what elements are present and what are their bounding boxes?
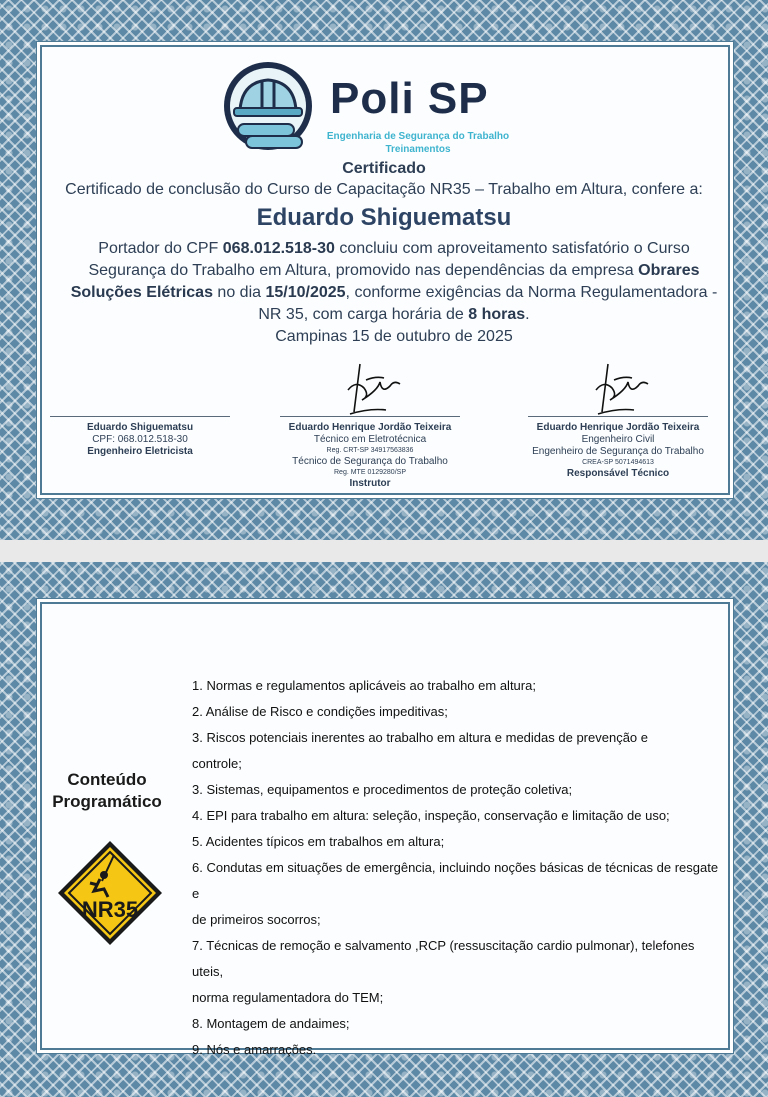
signer-title: Técnico em Eletrotécnica <box>313 434 427 445</box>
logo-subtitle-line1: Engenharia de Segurança do Trabalho <box>326 131 510 142</box>
body-part-5: . <box>525 306 530 323</box>
syllabus-item: 6. Condutas em situações de emergência, incluindo noções básicas de técnicas de resgate e <box>192 860 719 901</box>
signer-name: Eduardo Shiguematsu <box>86 422 194 433</box>
signer-registration: CREA-SP 5071494613 <box>582 459 654 466</box>
certificate-body <box>62 238 726 348</box>
signer-title: Engenheiro Civil <box>581 434 655 445</box>
nr35-warning-icon <box>54 837 166 949</box>
signer-cpf: CPF: 068.012.518-30 <box>92 434 188 445</box>
cpf-value: 068.012.518-30 <box>222 240 335 257</box>
syllabus-item: 4. EPI para trabalho em altura: seleção, inspeção, conservação e limitação de uso; <box>192 808 670 823</box>
handwritten-signature <box>320 360 420 418</box>
body-part-4: , conforme exigências da Norma Regulamentadora - NR 35, com carga horária de <box>258 284 718 323</box>
program-page <box>0 562 768 1097</box>
signature-line <box>528 416 708 417</box>
course-hours: 8 horas <box>468 306 526 323</box>
company-logo <box>218 58 518 158</box>
signer-role: Instrutor <box>349 478 391 489</box>
signature-line <box>50 416 230 417</box>
place-date: Campinas 15 de outubro de 2025 <box>275 328 513 345</box>
logo-subtitle <box>318 130 518 156</box>
certificate-page <box>0 0 768 540</box>
syllabus-item: norma regulamentadora do TEM; <box>192 990 384 1005</box>
logo-subtitle-line2: Treinamentos <box>385 144 451 155</box>
safety-helmet-icon <box>218 58 318 158</box>
syllabus-list <box>192 673 722 1063</box>
syllabus-item: 3. Riscos potenciais inerentes ao trabalho em altura e medidas de prevenção e <box>192 730 648 745</box>
page-separator <box>0 540 768 562</box>
handwritten-signature <box>568 360 668 418</box>
signer-role: Responsável Técnico <box>566 468 670 479</box>
body-part-1: Portador do CPF <box>98 240 223 257</box>
syllabus-item: 3. Sistemas, equipamentos e procedimentos de proteção coletiva; <box>192 782 573 797</box>
syllabus-item: de primeiros socorros; <box>192 912 321 927</box>
program-title-line1: Conteúdo <box>67 770 147 789</box>
body-part-3: no dia <box>212 284 266 301</box>
syllabus-item: 2. Análise de Risco e condições impeditivas; <box>192 704 448 719</box>
logo-title: Poli SP <box>330 74 489 123</box>
certificate-intro: Certificado de conclusão do Curso de Capacitação NR35 – Trabalho em Altura, confere a: <box>65 181 703 198</box>
syllabus-item: 8. Montagem de andaimes; <box>192 1016 350 1031</box>
signer-title-2: Engenheiro de Segurança do Trabalho <box>532 446 704 457</box>
syllabus-item: 1. Normas e regulamentos aplicáveis ao trabalho em altura; <box>192 678 536 693</box>
syllabus-item: controle; <box>192 756 242 771</box>
syllabus-item: 5. Acidentes típicos em trabalhos em altura; <box>192 834 445 849</box>
signer-registration-2: Reg. MTE 0129280/SP <box>334 469 406 476</box>
badge-label: NR35 <box>81 897 139 922</box>
program-title <box>40 769 174 813</box>
company-name: Obrares Soluções Elétricas <box>70 262 700 301</box>
student-name: Eduardo Shiguematsu <box>256 204 512 231</box>
syllabus-item: 9. Nós e amarrações. <box>192 1042 317 1057</box>
signer-name: Eduardo Henrique Jordão Teixeira <box>288 422 452 433</box>
signer-registration: Reg. CRT-SP 34917563836 <box>326 447 414 454</box>
signature-line <box>280 416 460 417</box>
signer-name: Eduardo Henrique Jordão Teixeira <box>536 422 700 433</box>
course-date: 15/10/2025 <box>265 284 346 301</box>
syllabus-item: 7. Técnicas de remoção e salvamento ,RCP (ressuscitação cardio pulmonar), telefones uteis, <box>192 938 695 979</box>
signer-role: Engenheiro Eletricista <box>87 446 193 457</box>
program-title-line2: Programático <box>52 792 162 811</box>
signer-title-2: Técnico de Segurança do Trabalho <box>292 456 448 467</box>
body-part-2: concluiu com aproveitamento satisfatório o Curso Segurança do Trabalho em Altura, promovido nas dependências da empresa <box>88 240 690 279</box>
certificate-label: Certificado <box>342 160 426 177</box>
